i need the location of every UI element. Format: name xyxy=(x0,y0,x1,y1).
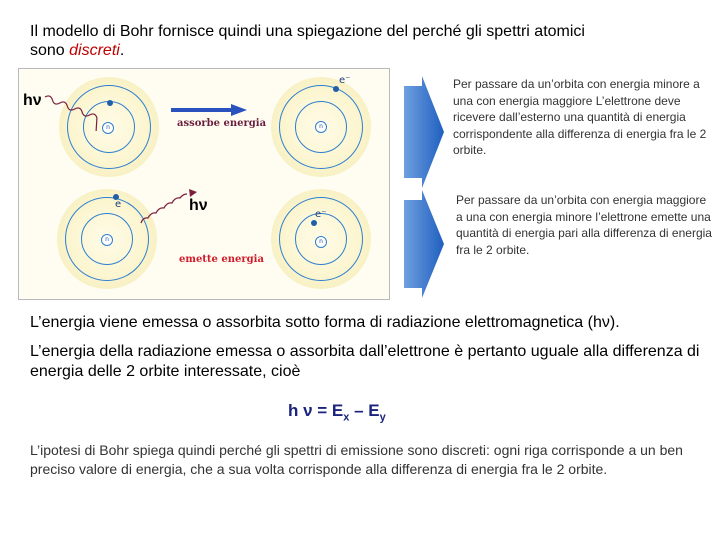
bohr-diagram xyxy=(18,68,390,300)
electron xyxy=(311,220,317,226)
title-line-2-prefix: sono xyxy=(30,42,70,59)
nucleus: n xyxy=(102,122,114,134)
paragraph-radiation: L’energia viene emessa o assorbita sotto forma di radiazione elettromagnetica (hν). xyxy=(30,314,620,331)
emit-energy-label: emette energia xyxy=(179,254,264,265)
absorb-energy-label: assorbe energia xyxy=(177,118,267,129)
title-line-1: Il modello di Bohr fornisce quindi una spiegazione del perché gli spettri atomici xyxy=(30,23,585,40)
formula-minus: – E xyxy=(349,401,380,420)
nucleus: n xyxy=(315,236,327,248)
outgoing-photon-wave xyxy=(137,189,197,229)
hv-label-bottom: hν xyxy=(189,197,208,214)
formula-lhs: h ν = E xyxy=(288,401,344,420)
nucleus: n xyxy=(101,234,113,246)
electron-label: e xyxy=(115,199,122,210)
title-emphasis-discreti: discreti xyxy=(69,42,120,59)
arrow-to-emit-text xyxy=(404,190,444,298)
formula-sub-x: x xyxy=(343,411,350,424)
absorb-arrow xyxy=(169,103,249,117)
atom-top-right xyxy=(271,77,371,177)
incoming-photon-wave xyxy=(43,91,113,131)
energy-formula xyxy=(288,401,386,423)
paragraph-energy-difference: L’energia della radiazione emessa o assorbita dall’elettrone è pertanto uguale alla differenza di energia delle 2 orbite interessate, cioè xyxy=(30,343,700,380)
arrow-to-absorb-text xyxy=(404,76,444,188)
title-line-2 xyxy=(30,41,680,60)
title-line-2-suffix: . xyxy=(119,42,125,59)
electron-label: e⁻ xyxy=(339,75,351,86)
emit-explanation: Per passare da un’orbita con energia maggiore a una con energia minore l’elettrone emette una quantità di energia pari alla differenza di energia fra le 2 orbite. xyxy=(456,193,712,257)
electron-label: e⁻ xyxy=(315,209,327,220)
electron xyxy=(333,86,339,92)
hv-label-top: hν xyxy=(23,92,42,109)
paragraph-conclusion: L’ipotesi di Bohr spiega quindi perché gli spettri di emissione sono discreti: ogni riga corrisponde a un ben preciso valore di energia, che a sua volta corrisponde alla differenza di energia fra le 2 orbite. xyxy=(30,442,683,477)
nucleus: n xyxy=(315,121,327,133)
page-title xyxy=(30,22,680,60)
atom-bottom-right xyxy=(271,189,371,289)
formula-sub-y: y xyxy=(379,411,386,424)
absorb-explanation: Per passare da un’orbita con energia minore a una con energia maggiore L’elettrone deve ricevere dall’esterno una quantità di energia corrispondente alla differenza di energia fra le 2 orbite. xyxy=(453,77,707,157)
